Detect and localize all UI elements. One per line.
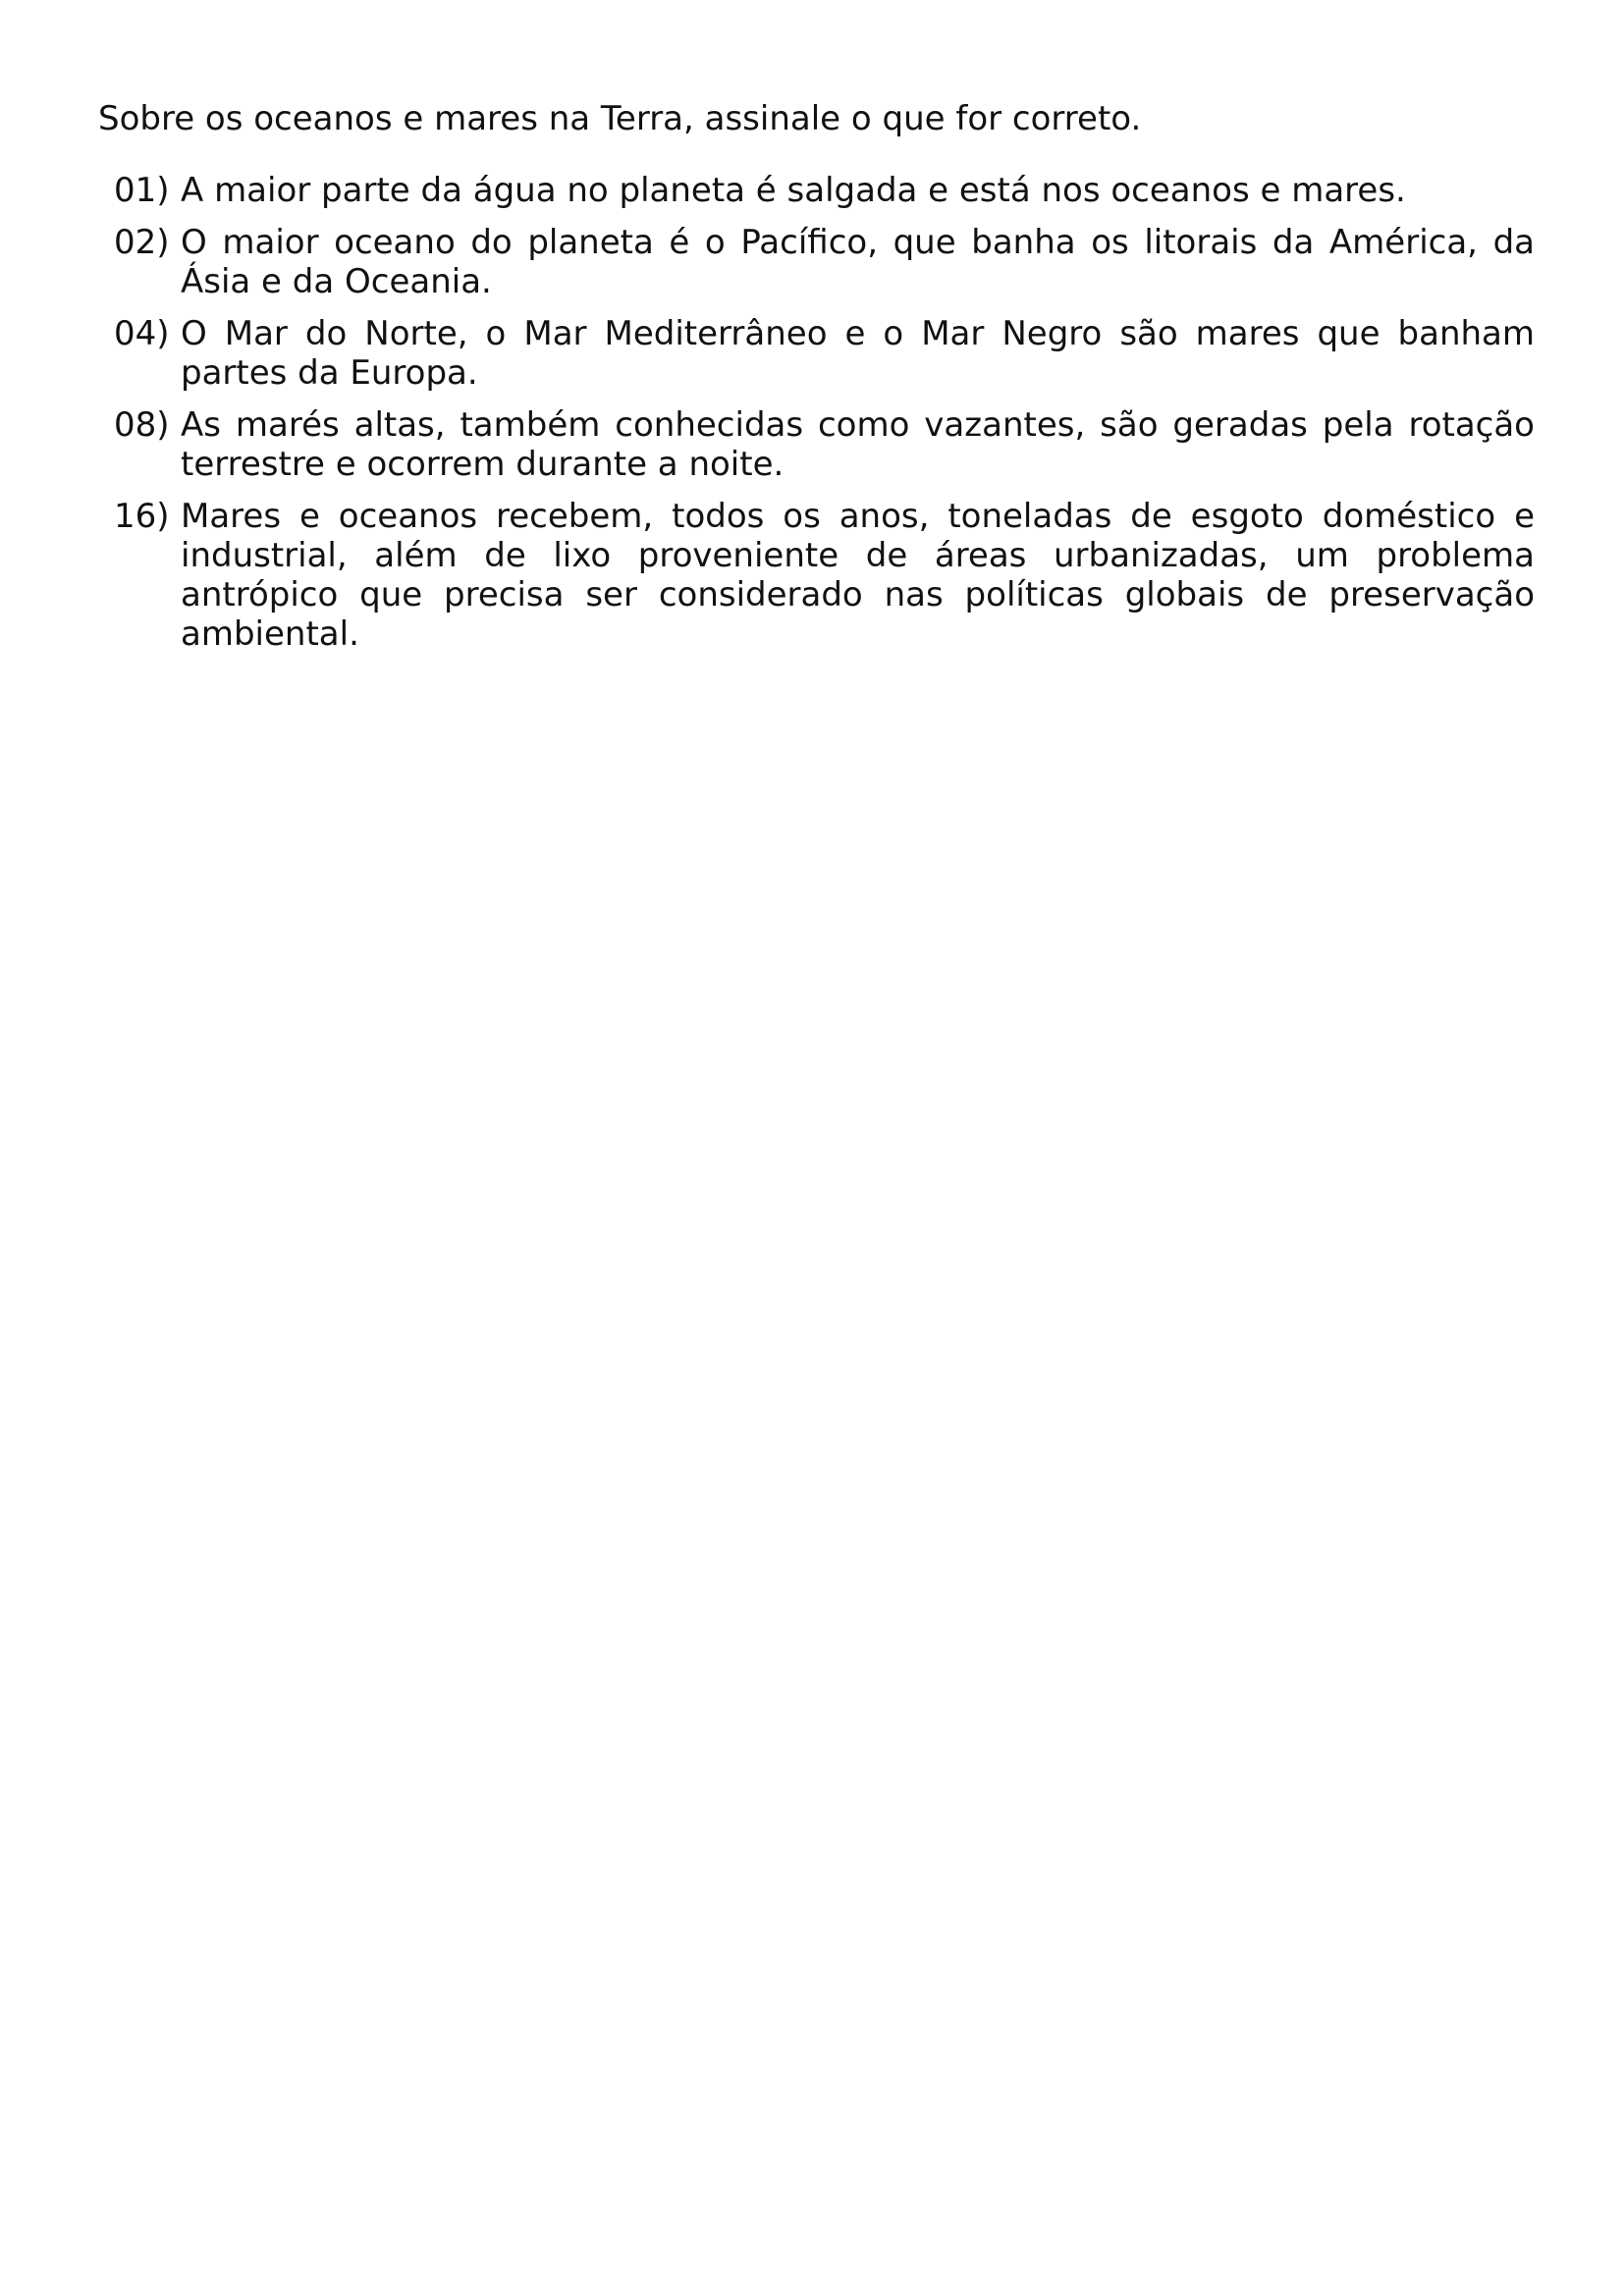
option-list	[98, 171, 1535, 667]
option-number: 08)	[114, 405, 170, 445]
option-02	[98, 223, 1535, 301]
option-number: 02)	[114, 223, 170, 262]
option-16	[98, 497, 1535, 654]
option-08	[98, 405, 1535, 484]
option-number: 04)	[114, 314, 170, 353]
option-text: Mares e oceanos recebem, todos os anos, toneladas de esgoto doméstico e industrial, além de lixo proveniente de áreas urbanizadas, um problema antrópico que precisa ser considerado nas políticas globais de preservação ambiental.	[181, 497, 1535, 654]
question-stem: Sobre os oceanos e mares na Terra, assinale o que for correto.	[98, 99, 1142, 138]
option-text: As marés altas, também conhecidas como vazantes, são geradas pela rotação terrestre e ocorrem durante a noite.	[181, 405, 1535, 484]
option-04	[98, 314, 1535, 393]
option-number: 01)	[114, 171, 170, 210]
option-text: O maior oceano do planeta é o Pacífico, que banha os litorais da América, da Ásia e da Oceania.	[181, 223, 1535, 301]
option-number: 16)	[114, 497, 170, 536]
option-01	[98, 171, 1535, 210]
option-text: O Mar do Norte, o Mar Mediterrâneo e o Mar Negro são mares que banham partes da Europa.	[181, 314, 1535, 393]
option-text: A maior parte da água no planeta é salgada e está nos oceanos e mares.	[181, 171, 1406, 210]
